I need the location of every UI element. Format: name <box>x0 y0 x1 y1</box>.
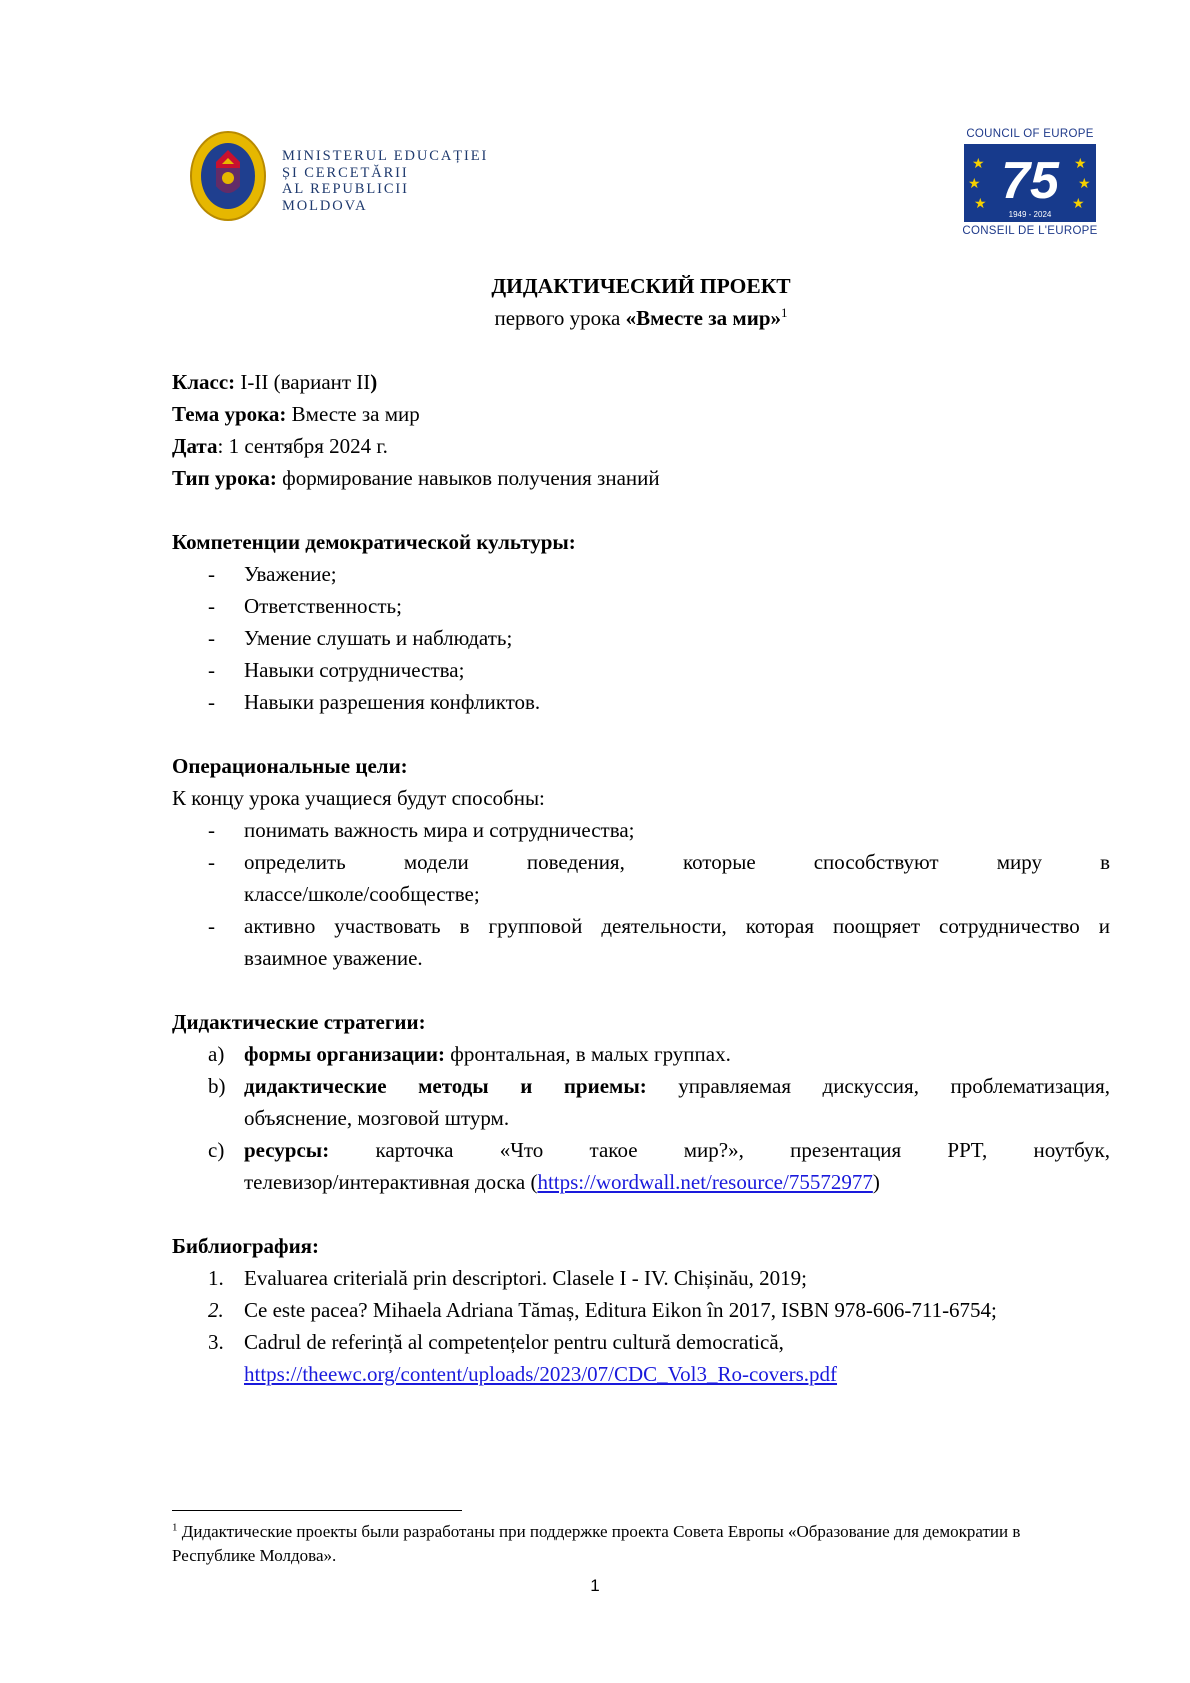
objectives-intro: К концу урока учащиеся будут способны: <box>172 786 545 810</box>
footnote-separator <box>172 1510 462 1511</box>
strategies-heading: Дидактические стратегии: <box>172 1010 426 1034</box>
document-body <box>172 270 1110 1390</box>
list-item: - Ответственность; <box>208 594 402 618</box>
ministry-line-2: ȘI CERCETĂRII <box>282 164 409 181</box>
date-line: Дата: 1 сентября 2024 г. <box>172 434 388 458</box>
objectives-list <box>172 814 1110 974</box>
svg-text:★: ★ <box>1078 176 1091 192</box>
footnote-reference: 1 <box>781 305 788 320</box>
strategies-list <box>172 1038 1110 1198</box>
coe-title-fr: CONSEIL DE L'EUROPE <box>962 225 1098 237</box>
council-of-europe-logo <box>962 128 1098 240</box>
list-item: 2. Ce este pacea? Mihaela Adriana Tămaș, Editura Eikon în 2017, ISBN 978-606-711-6754; <box>208 1298 997 1322</box>
list-item: 1. Evaluarea criterială prin descriptori. Clasele I - IV. Chișinău, 2019; <box>208 1266 807 1290</box>
coe-years-text: 1949 - 2024 <box>1008 210 1052 219</box>
bibliography-list <box>172 1262 1110 1390</box>
list-item: - понимать важность мира и сотрудничества; <box>208 818 635 842</box>
list-item: - активно участвовать в групповой деятельности, которая поощряет сотрудничество и взаимное уважение. <box>208 914 1110 970</box>
cdc-pdf-link[interactable]: https://theewc.org/content/uploads/2023/07/CDC_Vol3_Ro-covers.pdf <box>244 1362 838 1386</box>
list-item: - Уважение; <box>208 562 337 586</box>
topic-line: Тема урока: Вместе за мир <box>172 402 420 426</box>
bibliography-heading: Библиография: <box>172 1234 320 1258</box>
svg-text:★: ★ <box>1072 196 1085 212</box>
ministry-logo <box>188 128 498 224</box>
document-title: ДИДАКТИЧЕСКИЙ ПРОЕКТ <box>491 274 791 298</box>
svg-text:★: ★ <box>968 176 981 192</box>
ministry-line-3: AL REPUBLICII MOLDOVA <box>282 181 409 214</box>
competences-heading: Компетенции демократической культуры: <box>172 530 576 554</box>
coe-title-en: COUNCIL OF EUROPE <box>966 128 1094 140</box>
svg-text:★: ★ <box>974 196 987 212</box>
coe-75-text: 75 <box>1001 152 1059 210</box>
ministry-name <box>282 148 498 214</box>
list-item: - Навыки сотрудничества; <box>208 658 465 682</box>
coe-stars-icon <box>964 144 1096 222</box>
list-item: - определить модели поведения, которые способствуют миру в классе/школе/сообществе; <box>208 850 1110 906</box>
list-item: a) формы организации: фронтальная, в малых группах. <box>208 1042 731 1066</box>
list-item: c) ресурсы: карточка «Что такое мир?», презентация PPT, ноутбук, телевизор/интерактивная доска (https://wordwall.net/resource/75572977) <box>208 1138 1110 1194</box>
ministry-line-1: MINISTERUL EDUCAȚIEI <box>282 148 489 164</box>
moldova-coat-of-arms-seal-icon <box>188 128 268 224</box>
svg-text:★: ★ <box>972 156 985 172</box>
list-item: - Навыки разрешения конфликтов. <box>208 690 541 714</box>
list-item: 3. Cadrul de referință al competențelor pentru cultură democratică, https://theewc.org/content/uploads/2023/07/CDC_Vol3_Ro-covers.pdf <box>208 1330 838 1386</box>
objectives-heading: Операциональные цели: <box>172 754 408 778</box>
list-item: b) дидактические методы и приемы: управляемая дискуссия, проблематизация, объяснение, мозговой штурм. <box>208 1074 1110 1130</box>
list-item: - Умение слушать и наблюдать; <box>208 626 513 650</box>
document-subtitle: первого урока «Вместе за мир»$^1$ <box>494 305 788 330</box>
svg-text:★: ★ <box>1074 156 1087 172</box>
class-line: Класс: I-II (вариант II) <box>172 370 378 394</box>
footnote: $^1$ Дидактические проекты были разработаны при поддержке проекта Совета Европы «Образование для демократии в Республике Молдова». <box>172 1521 1021 1565</box>
page-number: 1 <box>590 1576 600 1595</box>
lesson-type-line: Тип урока: формирование навыков получения знаний <box>172 466 660 490</box>
coe-emblem <box>964 144 1096 222</box>
competences-list <box>172 558 1110 718</box>
wordwall-link[interactable]: https://wordwall.net/resource/75572977 <box>537 1170 873 1194</box>
